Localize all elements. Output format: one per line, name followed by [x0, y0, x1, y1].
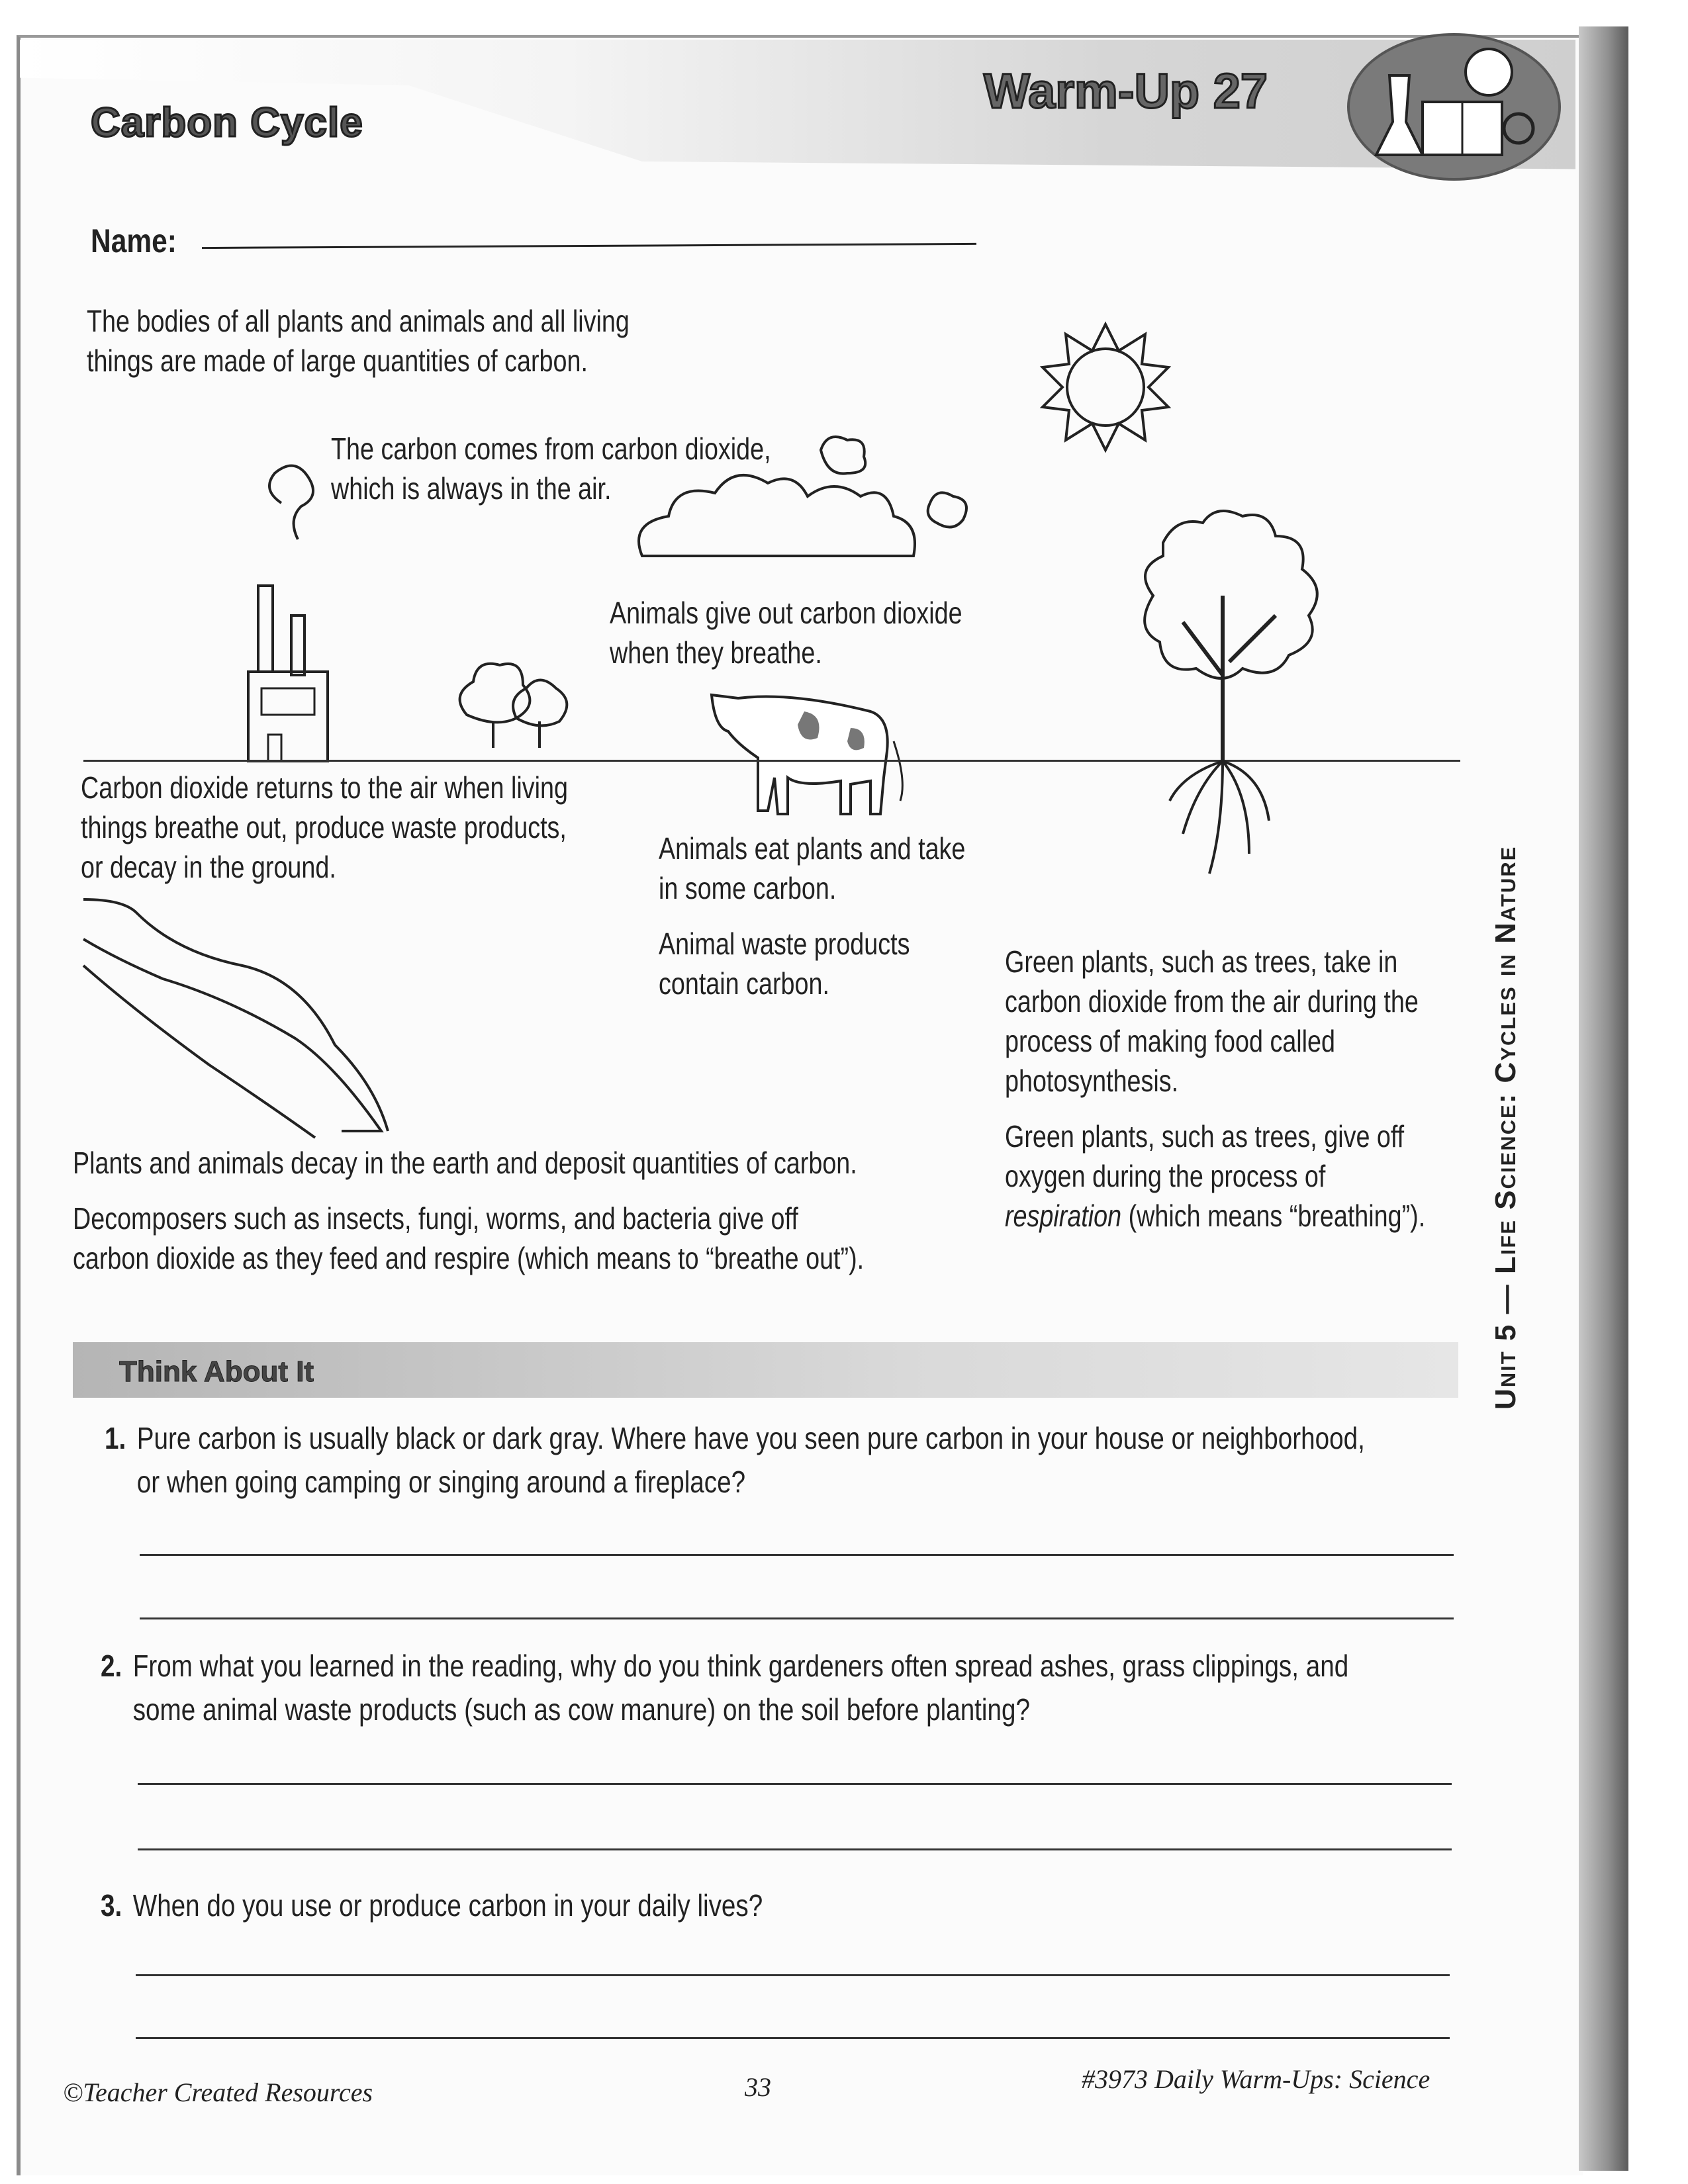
text-line: The carbon comes from carbon dioxide,: [331, 432, 771, 466]
italic-term: respiration: [1005, 1199, 1122, 1233]
text-line: [105, 1416, 1365, 1460]
question-number: 2.: [101, 1649, 122, 1683]
animals-eat-text: [659, 829, 965, 908]
footer-publisher: ©Teacher Created Resources: [63, 2077, 373, 2107]
text-line: carbon dioxide as they feed and respire (which means to “breathe out”).: [73, 1241, 865, 1275]
plants-give-off-text: [1005, 1116, 1425, 1236]
warmup-number: Warm-Up 27: [984, 64, 1268, 118]
answer-line[interactable]: [138, 1783, 1452, 1785]
worksheet-title: Carbon Cycle: [91, 100, 363, 146]
text-line: contain carbon.: [659, 966, 829, 1001]
text-line: Carbon dioxide returns to the air when living: [81, 770, 568, 805]
text-line: Decomposers such as insects, fungi, worms, and bacteria give off: [73, 1201, 798, 1236]
science-emblem-icon: [1347, 33, 1561, 181]
question-number: 3.: [101, 1888, 122, 1923]
answer-line[interactable]: [138, 1848, 1452, 1850]
tree-icon: [1123, 503, 1335, 927]
intro-text: [87, 301, 630, 381]
plants-take-in-text: [1005, 942, 1419, 1101]
earth-layers-icon: [77, 893, 467, 1144]
text-line: or decay in the ground.: [81, 850, 336, 884]
text-fragment: (which means “breathing”).: [1121, 1199, 1426, 1233]
text-line: Animal waste products: [659, 927, 910, 961]
decomposers-text: [73, 1199, 864, 1278]
page-number: 33: [745, 2072, 771, 2102]
name-label: Name:: [91, 222, 177, 259]
think-about-it-heading: Think About It: [119, 1355, 314, 1388]
text-line: Animals give out carbon dioxide: [610, 596, 962, 630]
answer-line[interactable]: [140, 1554, 1454, 1556]
question-text: From what you learned in the reading, why do you think gardeners often spread ashes, grass clippings, and: [132, 1649, 1349, 1683]
text-line: when they breathe.: [610, 635, 822, 670]
text-line: things are made of large quantities of carbon.: [87, 343, 588, 378]
footer-book-title: #3973 Daily Warm-Ups: Science: [1082, 2064, 1430, 2094]
question-1: [105, 1416, 1365, 1504]
question-text: or when going camping or singing around a fireplace?: [136, 1465, 746, 1499]
question-2: [101, 1644, 1348, 1731]
text-line: oxygen during the process of: [1005, 1159, 1326, 1193]
text-line: Green plants, such as trees, give off: [1005, 1119, 1405, 1154]
answer-line[interactable]: [136, 1974, 1450, 1976]
cloud-icon: [629, 424, 986, 582]
decay-text: Plants and animals decay in the earth and deposit quantities of carbon.: [73, 1146, 857, 1180]
text-line: [101, 1644, 1348, 1688]
text-line: photosynthesis.: [1005, 1064, 1179, 1098]
text-line: process of making food called: [1005, 1024, 1336, 1058]
text-line: in some carbon.: [659, 871, 837, 905]
text-line: Animals eat plants and take: [659, 831, 966, 866]
page-binding-edge: [1579, 26, 1628, 2171]
text-line: [101, 1884, 763, 1927]
unit-side-label: Unit 5 — Life Science: Cycles in Nature: [1489, 845, 1522, 1410]
animal-waste-text: [659, 924, 910, 1003]
question-text: Pure carbon is usually black or dark gray. Where have you seen pure carbon in your house or neighborhood,: [136, 1421, 1365, 1455]
text-line: The bodies of all plants and animals and all living: [87, 304, 630, 338]
animals-breathe-text: [610, 593, 962, 672]
answer-line[interactable]: [140, 1617, 1454, 1619]
bushes-icon: [453, 655, 573, 748]
factory-icon: [228, 463, 348, 764]
text-line: things breathe out, produce waste products,: [81, 810, 567, 844]
cow-icon: [705, 682, 917, 827]
answer-line[interactable]: [136, 2037, 1450, 2039]
text-line: Green plants, such as trees, take in: [1005, 944, 1398, 979]
sun-icon: [1039, 321, 1172, 453]
co2-returns-text: [81, 768, 568, 887]
question-number: 1.: [105, 1421, 126, 1455]
question-3: [101, 1884, 763, 1927]
text-line: [1005, 1196, 1425, 1236]
text-line: carbon dioxide from the air during the: [1005, 984, 1419, 1019]
text-line: which is always in the air.: [331, 471, 612, 506]
question-text: some animal waste products (such as cow manure) on the soil before planting?: [132, 1692, 1030, 1727]
question-text: When do you use or produce carbon in your daily lives?: [132, 1888, 763, 1923]
